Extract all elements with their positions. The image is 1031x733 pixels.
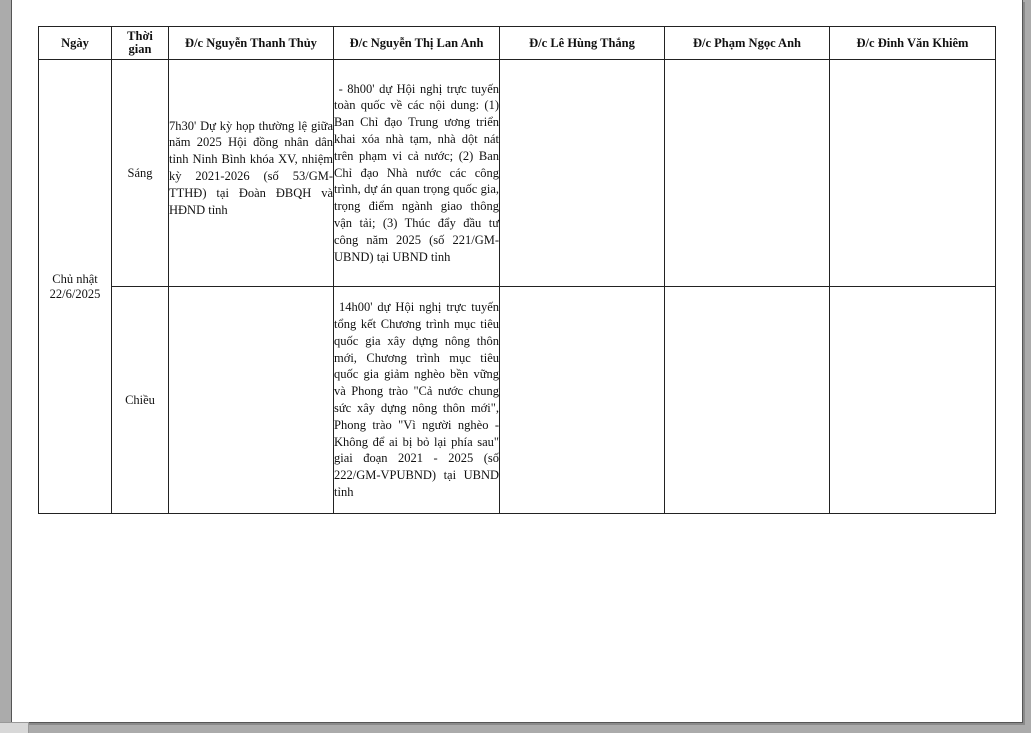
document-page (11, 0, 1023, 723)
cell-le-hung-thang (500, 287, 665, 514)
header-pham-ngoc-anh: Đ/c Phạm Ngọc Anh (665, 27, 830, 60)
cell-le-hung-thang (500, 60, 665, 287)
header-nguyen-thi-lan-anh: Đ/c Nguyễn Thị Lan Anh (334, 27, 500, 60)
header-nguyen-thanh-thuy: Đ/c Nguyễn Thanh Thủy (169, 27, 334, 60)
cell-dinh-van-khiem (830, 60, 996, 287)
cell-nguyen-thi-lan-anh: - 8h00' dự Hội nghị trực tuyến toàn quốc về các nội dung: (1) Ban Chỉ đạo Trung ương triển khai xóa nhà tạm, nhà dột nát trên phạm vi cả nước; (2) Ban Chỉ đạo Nhà nước các công trình, dự án quan trọng quốc gia, trọng điểm ngành giao thông vận tải; (3) Thúc đẩy đầu tư công năm 2025 (số 221/GM-UBND) tại UBND tỉnh (334, 60, 500, 287)
header-thoi-gian: Thời gian (112, 27, 169, 60)
cell-dinh-van-khiem (830, 287, 996, 514)
cell-nguyen-thi-lan-anh: 14h00' dự Hội nghị trực tuyến tổng kết Chương trình mục tiêu quốc gia xây dựng nông thôn mới, Chương trình mục tiêu quốc gia giảm nghèo bền vững và Phong trào "Cả nước chung sức xây dựng nông thôn mới", Phong trào "Vì người nghèo - Không để ai bị bỏ lại phía sau" giai đoạn 2021 - 2025 (số 222/GM-VPUBND) tại UBND tỉnh (334, 287, 500, 514)
header-le-hung-thang: Đ/c Lê Hùng Thắng (500, 27, 665, 60)
schedule-table (38, 26, 996, 514)
date-cell (39, 60, 112, 514)
header-dinh-van-khiem: Đ/c Đinh Văn Khiêm (830, 27, 996, 60)
session-cell: Sáng (112, 60, 169, 287)
cell-nguyen-thanh-thuy (169, 287, 334, 514)
header-row (39, 27, 996, 60)
table-row (39, 287, 996, 514)
date-text: Chủ nhật 22/6/2025 (49, 271, 101, 301)
session-cell: Chiều (112, 287, 169, 514)
scrollbar-corner (0, 722, 29, 733)
cell-nguyen-thanh-thuy: 7h30' Dự kỳ họp thường lệ giữa năm 2025 Hội đồng nhân dân tỉnh Ninh Bình khóa XV, nhiệm kỳ 2021-2026 (số 53/GM-TTHĐ) tại Đoàn ĐBQH và HĐND tỉnh (169, 60, 334, 287)
header-ngay: Ngày (39, 27, 112, 60)
table-row (39, 60, 996, 287)
cell-pham-ngoc-anh (665, 287, 830, 514)
cell-pham-ngoc-anh (665, 60, 830, 287)
